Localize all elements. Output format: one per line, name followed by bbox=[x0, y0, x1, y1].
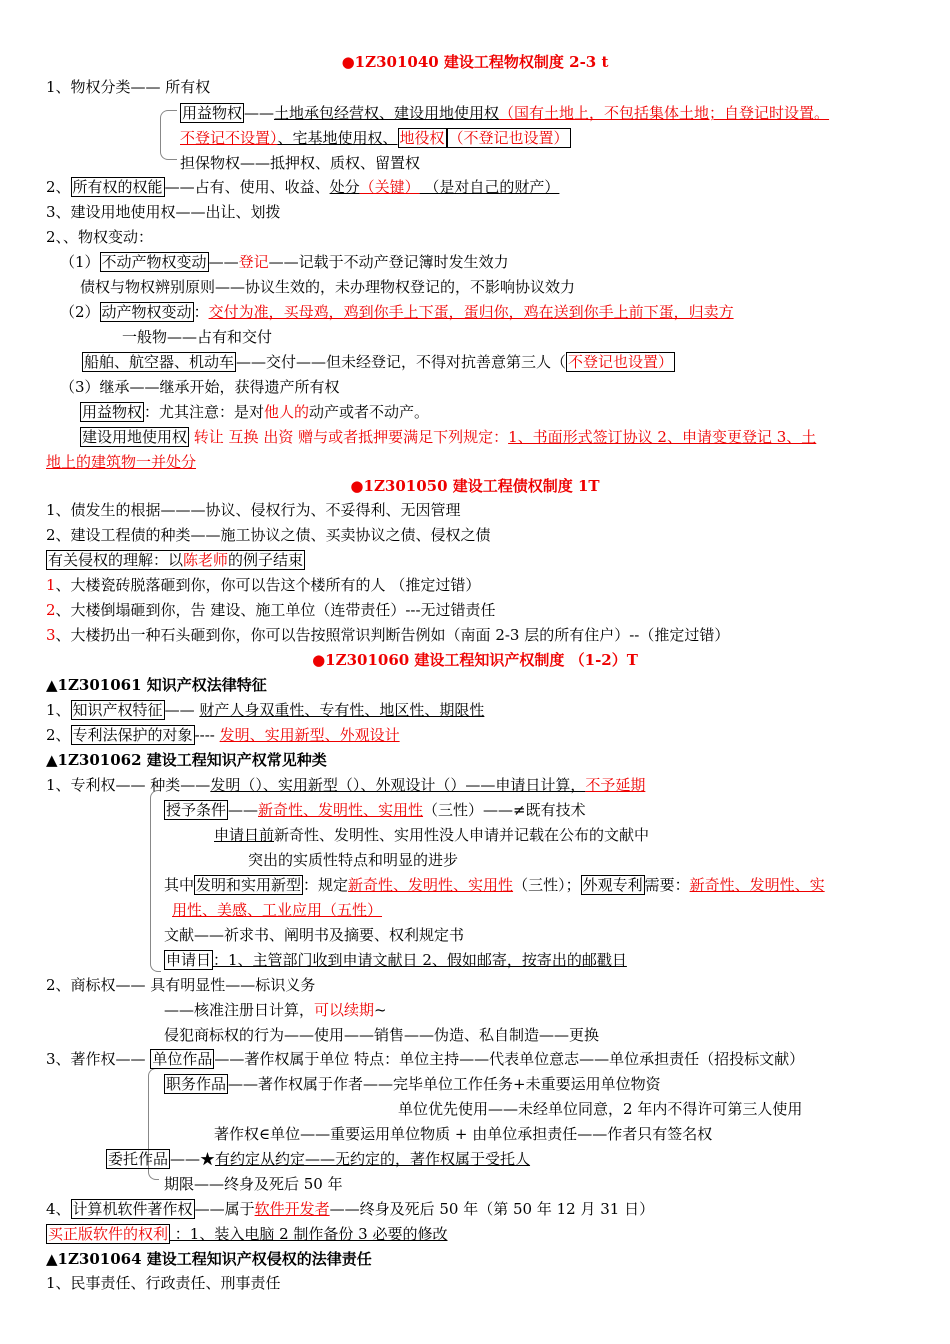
line: 期限——终身及死后 50 年 bbox=[164, 1175, 343, 1193]
line: 申请日前新奇性、发明性、实用性没人申请并记载在公布的文献中 bbox=[214, 826, 650, 844]
section-title-50: ●1Z301050 建设工程债权制度 1T bbox=[350, 477, 600, 495]
line: 4、 计算机软件著作权 ——属于软件开发者——终身及死后 50 年（第 50 年 12 月 31 日） bbox=[46, 1200, 655, 1218]
line: 担保物权——抵押权、质权、留置权 bbox=[180, 154, 421, 172]
section-title-40: ●1Z301040 建设工程物权制度 2-3 t bbox=[341, 53, 609, 71]
line: 2、商标权—— 具有明显性——标识义务 bbox=[46, 976, 316, 994]
line: 买正版软件的权利 ：1、装入电脑 2 制作备份 3 必要的修改 bbox=[48, 1225, 448, 1243]
line: 单位优先使用——未经单位同意，2 年内不得许可第三人使用 bbox=[398, 1100, 803, 1118]
subheading: ▲1Z301064 建设工程知识产权侵权的法律责任 bbox=[46, 1250, 372, 1268]
brace bbox=[150, 790, 161, 972]
line: 船舶、航空器、机动车 ——交付——但未经登记，不得对抗善意第三人（ 不登记也设置） bbox=[84, 353, 674, 371]
line: ——核准注册日计算，可以续期~ bbox=[164, 1001, 387, 1019]
line: 建设用地使用权 转让 互换 出资 赠与或者抵押要满足下列规定：1、书面形式签订协议 2、申请变更登记 3、土 bbox=[82, 428, 817, 446]
list-item: 3、大楼扔出一种石头砸到你，你可以告按照常识判断告例如（南面 2-3 层的所有住户）--（推定过错） bbox=[46, 626, 730, 644]
line: （2） 动产物权变动 ：交付为准，买母鸡，鸡到你手上下蛋，蛋归你，鸡在送到你手上前下蛋，归卖方 bbox=[60, 303, 734, 321]
line: 用益物权 ——土地承包经营权、建设用地使用权（国有土地上，不包括集体土地；自登记时设置。 bbox=[182, 104, 830, 122]
list-item: 2、大楼倒塌砸到你，告 建设、施工单位（连带责任）---无过错责任 bbox=[46, 601, 496, 619]
line: 委托作品 ——★有约定从约定——无约定的，著作权属于受托人 bbox=[108, 1150, 531, 1168]
line: 不登记不设置）、宅基地使用权、 地役权 （不登记也设置） bbox=[180, 129, 569, 147]
line: （3）继承——继承开始，获得遗产所有权 bbox=[60, 378, 340, 396]
line: 债权与物权辨别原则——协议生效的，未办理物权登记的，不影响协议效力 bbox=[80, 278, 576, 296]
line: 1、债发生的根据———协议、侵权行为、不妥得利、无因管理 bbox=[46, 501, 461, 519]
line: 侵犯商标权的行为——使用——销售——伪造、私自制造——更换 bbox=[164, 1026, 600, 1044]
section-title-60: ●1Z301060 建设工程知识产权制度 （1-2）T bbox=[312, 651, 638, 669]
line: 文献——祈求书、阐明书及摘要、权利规定书 bbox=[164, 926, 465, 944]
line: 职务作品 ——著作权属于作者——完毕单位工作任务+未重要运用单位物资 bbox=[166, 1075, 661, 1093]
subheading: ▲1Z301062 建设工程知识产权常见种类 bbox=[46, 751, 327, 769]
brace bbox=[160, 110, 177, 160]
line: 3、著作权—— 单位作品 ——著作权属于单位 特点：单位主持——代表单位意志——单位承担责任（招投标文献） bbox=[46, 1050, 805, 1068]
line: 1、 知识产权特征 —— 财产人身双重性、专有性、地区性、期限性 bbox=[46, 701, 485, 719]
line: 用性、美感、工业应用（五性） bbox=[172, 901, 383, 919]
subheading: ▲1Z301061 知识产权法律特征 bbox=[46, 676, 267, 694]
line: 一般物——占有和交付 bbox=[122, 328, 273, 346]
line: 用益物权 ：尤其注意：是对他人的动产或者不动产。 bbox=[82, 403, 430, 421]
line: 3、建设用地使用权——出让、划拨 bbox=[46, 203, 281, 221]
line: 2、 所有权的权能 ——占有、使用、收益、处分（关键） （是对自己的财产） bbox=[46, 178, 560, 196]
line: 其中 发明和实用新型 ：规定新奇性、发明性、实用性（三性）； 外观专利 需要：新奇性、发明性、实 bbox=[164, 876, 825, 894]
line: 1、民事责任、行政责任、刑事责任 bbox=[46, 1274, 281, 1292]
line: 地上的建筑物一并处分 bbox=[46, 453, 197, 471]
line: 授予条件 ——新奇性、发明性、实用性（三性）——≠既有技术 bbox=[166, 801, 586, 819]
line: （1） 不动产物权变动 ——登记——记载于不动产登记簿时发生效力 bbox=[60, 253, 509, 271]
line: 1、物权分类—— 所有权 bbox=[46, 78, 211, 96]
list-item: 1、大楼瓷砖脱落砸到你，你可以告这个楼所有的人 （推定过错） bbox=[46, 576, 481, 594]
line: 有关侵权的理解：以陈老师的例子结束 bbox=[48, 551, 304, 569]
line: 突出的实质性特点和明显的进步 bbox=[248, 851, 459, 869]
line: 申请日 ：1、主管部门收到申请文献日 2、假如邮寄，按寄出的邮戳日 bbox=[166, 951, 627, 969]
line: 2、 专利法保护的对象 ---- 发明、实用新型、外观设计 bbox=[46, 726, 400, 744]
line: 著作权∈单位——重要运用单位物质 + 由单位承担责任——作者只有签名权 bbox=[214, 1125, 713, 1143]
line: 1、专利权—— 种类——发明（）、实用新型（）、外观设计（）——申请日计算，不予延期 bbox=[46, 776, 646, 794]
line: 2、、物权变动： bbox=[46, 228, 154, 246]
line: 2、建设工程债的种类——施工协议之债、买卖协议之债、侵权之债 bbox=[46, 526, 491, 544]
